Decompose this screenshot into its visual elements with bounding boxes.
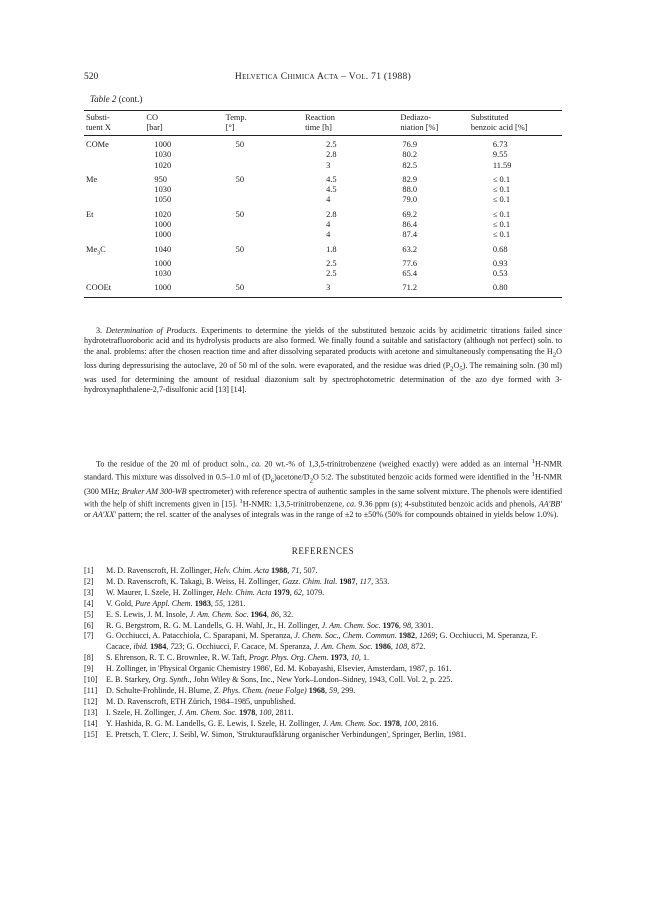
cell-substituent: COOEt [86, 283, 112, 293]
reference-item: [9] H. Zollinger, in 'Physical Organic Chemistry 1986', Ed. M. Kobayashi, Elsevier, Amsterdam, 1987, p. 161. [84, 664, 452, 674]
cell-time: 3 [326, 160, 331, 170]
cell-time: 2.8 [326, 150, 337, 160]
cell-temp: 50 [235, 174, 245, 184]
results-table [84, 110, 562, 298]
cell-co: 1000 [154, 283, 172, 293]
cell-time: 2.5 [326, 258, 337, 268]
cell-dediazoniation: 63.2 [402, 244, 418, 254]
cell-benzoic-acid: 0.68 [492, 244, 508, 254]
cell-dediazoniation: 65.4 [402, 268, 418, 278]
cell-benzoic-acid: ≤ 0.1 [492, 220, 511, 230]
cell-substituent: Me [86, 174, 98, 184]
cell-temp [226, 259, 305, 269]
cell-substituent: COMe [86, 140, 109, 149]
cell-temp [226, 150, 305, 160]
cell-temp: 50 [235, 244, 245, 254]
col-header-substituent: Substi- tuent X [86, 113, 111, 132]
cell-dediazoniation: 88.0 [402, 185, 418, 195]
cell-co: 1030 [154, 185, 172, 195]
reference-item: [5] E. S. Lewis, J. M. Insole, J. Am. Chem. Soc. 1964, 86, 32. [84, 609, 294, 619]
col-header-co: CO [bar] [146, 113, 163, 132]
running-header [84, 72, 562, 86]
cell-benzoic-acid: 11.59 [492, 160, 512, 170]
cell-time: 2.5 [326, 140, 337, 149]
cell-dediazoniation: 87.4 [402, 230, 418, 240]
table-row [84, 259, 562, 269]
cell-temp: 50 [235, 283, 245, 293]
table-row [84, 220, 562, 230]
cell-substituent: Et [86, 209, 94, 219]
paragraph-nmr: To the residue of the 20 ml of product soln., ca. 20 wt.-% of 1,3,5-trinitrobenzene (weighed exactly) were added as an internal $^1$H-NMR standard. This mixture was dissolved in 0.5–1.0 ml of $(D_6)acetone/D_2O$ 5:2. The substituted benzoic acids formed were identified in the $^1$H-NMR (300 MHz; Bruker AM 300-WB spectrometer) with reference spectra of authentic samples in the same solvent mixture. The phenols were identified with the help of shift increments given in [15]. $^1$H-NMR: 1,3,5-trinitrobenzene, ca. 9.36 ppm (s); 4-substituted benzoic acids and phenols, AA′BB′ or AA′XX′ pattern; the rel. scatter of the analyses of integrals was in the range of ±2 to ±50% (50% for compounds obtained in yields below 1.0%). [84, 458, 563, 520]
table-row [84, 161, 562, 171]
table-caption-rest: (cont.) [116, 94, 143, 104]
table-caption-label: Table 2 [90, 94, 117, 104]
cell-substituent [84, 269, 146, 279]
cell-time: 4 [326, 220, 331, 230]
reference-item: [10] E. B. Starkey, Org. Synth., John Wiley & Sons, Inc., New York–London–Sidney, 1943, Coll. Vol. 2, p. 225. [84, 675, 453, 685]
col-header-dediazoniation: Dediazo- niation [%] [400, 113, 439, 132]
cell-benzoic-acid: ≤ 0.1 [492, 174, 511, 184]
reference-item: [7] G. Occhiucci, A. Patacchiola, C. Sparapani, M. Speranza, J. Chem. Soc., Chem. Commun. 1982, 1269; G. Occhiucci, M. Speranza, F. Cacace, ibid. 1984, 723; G. Occhiucci, F. Cacace, M. Speranza, J. Am. Chem. Soc. 1986, 108, 872. [84, 631, 538, 652]
cell-dediazoniation: 71.2 [402, 283, 418, 293]
cell-time: 3 [326, 283, 331, 293]
cell-temp [226, 230, 305, 240]
cell-co: 950 [154, 174, 167, 184]
table-body [84, 136, 562, 298]
reference-item: [8] S. Ehrenson, R. T. C. Brownlee, R. W. Taft, Progr. Phys. Org. Chem. 1973, 10, 1. [84, 653, 370, 663]
cell-benzoic-acid: 0.93 [492, 258, 508, 268]
cell-co: 1040 [154, 244, 172, 254]
cell-substituent [84, 185, 146, 195]
cell-benzoic-acid: ≤ 0.1 [492, 209, 511, 219]
cell-co: 1000 [154, 220, 172, 230]
cell-co: 1030 [154, 268, 172, 278]
reference-item: [4] V. Gold, Pure Appl. Chem. 1983, 55, 1281. [84, 598, 246, 608]
cell-co: 1020 [154, 160, 172, 170]
table-row [84, 171, 562, 185]
table-caption [90, 94, 562, 104]
cell-co: 1030 [154, 150, 172, 160]
cell-co: 1000 [154, 230, 172, 240]
cell-benzoic-acid: 0.80 [492, 283, 508, 293]
cell-benzoic-acid: 0.53 [492, 268, 508, 278]
cell-dediazoniation: 77.6 [402, 258, 418, 268]
reference-item: [2] M. D. Ravenscroft, K. Takagi, B. Weiss, H. Zollinger, Gazz. Chim. Ital. 1987, 117, 353. [84, 576, 390, 586]
table-row [84, 206, 562, 220]
cell-substituent: $Me_3C$ [86, 244, 106, 257]
cell-temp [226, 195, 305, 205]
cell-dediazoniation: 82.5 [402, 160, 418, 170]
reference-item: [13] I. Szele, H. Zollinger, J. Am. Chem. Soc. 1978, 100, 2811. [84, 707, 294, 717]
reference-item: [1] M. D. Ravenscroft, H. Zollinger, Helv. Chim. Acta 1988, 71, 507. [84, 566, 318, 575]
col-header-benzoic-acid: Substituted benzoic acid [%] [470, 113, 528, 132]
cell-benzoic-acid: 6.73 [492, 140, 508, 149]
cell-time: 2.5 [326, 268, 337, 278]
col-header-temp: Temp. [°] [225, 113, 247, 132]
table-row [84, 150, 562, 160]
col-header-time: Reaction time [h] [305, 113, 335, 132]
cell-benzoic-acid: ≤ 0.1 [492, 195, 511, 205]
cell-dediazoniation: 79.0 [402, 195, 418, 205]
journal-title: Helvetica Chimica Acta – Vol. 71 (1988) [234, 72, 412, 82]
cell-co: 1000 [154, 258, 172, 268]
cell-substituent [84, 161, 146, 171]
paragraph-determination: 3. Determination of Products. Experiments to determine the yields of the substituted benzoic acids by acidimetric titrations failed since hydrotetrafluoroboric acid and its hydrolysis products are also formed. We finally found a suitable and satisfactory (although not perfect) soln. to the anal. problems: after the chosen reaction time and after dissolving separated products with acetone and simultaneously compensating the $H_2O$ loss during depressurising the autoclave, 20 of 50 ml of the soln. were evaporated, and the residue was dried $(P_2O_5)$. The remaining soln. (30 ml) was used for determining the amount of residual diazonium salt by spectrophotometric determination of the azo dye formed with 3-hydroxynaphthalene-2,7-disulfonic acid [13] [14]. [84, 326, 563, 394]
table-row [84, 230, 562, 240]
references-list [84, 566, 562, 741]
cell-substituent [84, 195, 146, 205]
cell-dediazoniation: 86.4 [402, 220, 418, 230]
reference-item: [11] D. Schulte-Frohlinde, H. Blume, Z. Phys. Chem. (neue Folge) 1968, 59, 299. [84, 685, 356, 695]
table-row [84, 279, 562, 297]
cell-dediazoniation: 82.9 [402, 174, 418, 184]
reference-item: [12] M. D. Ravenscroft, ETH Zürich, 1984–1985, unpublished. [84, 696, 296, 706]
reference-item: [3] W. Maurer, I. Szele, H. Zollinger, Helv. Chim. Acta 1979, 62, 1079. [84, 587, 325, 597]
cell-substituent [84, 150, 146, 160]
cell-benzoic-acid: ≤ 0.1 [492, 185, 511, 195]
cell-temp: 50 [235, 209, 245, 219]
cell-time: 1.8 [326, 244, 337, 254]
cell-benzoic-acid: 9.55 [492, 150, 508, 160]
cell-time: 4.5 [326, 185, 337, 195]
cell-temp: 50 [235, 140, 245, 149]
cell-time: 4.5 [326, 174, 337, 184]
cell-co: 1020 [154, 209, 172, 219]
reference-item: [15] E. Pretsch, T. Clerc, J. Seibl, W. Simon, 'Strukturaufklärung organischer Verbindungen', Springer, Berlin, 1981. [84, 729, 467, 739]
table-header [84, 111, 562, 136]
cell-time: 4 [326, 195, 331, 205]
cell-dediazoniation: 69.2 [402, 209, 418, 219]
table-row [84, 269, 562, 279]
table-row [84, 185, 562, 195]
table-row [84, 195, 562, 205]
cell-co: 1050 [154, 195, 172, 205]
references-heading: REFERENCES [291, 546, 355, 556]
cell-time: 4 [326, 230, 331, 240]
journal-page [84, 72, 563, 739]
reference-item: [6] R. G. Bergstrom, R. G. M. Landells, G. H. Wahl, Jr., H. Zollinger, J. Am. Chem. Soc. 1976, 98, 3301. [84, 620, 434, 630]
table-row [84, 136, 562, 151]
reference-item: [14] Y. Hashida, R. G. M. Landells, G. E. Lewis, I. Szele, H. Zollinger, J. Am. Chem. Soc. 1978, 100, 2816. [84, 718, 439, 728]
cell-dediazoniation: 80.2 [402, 150, 418, 160]
cell-co: 1000 [154, 140, 172, 149]
cell-temp [226, 269, 305, 279]
page-number: 520 [84, 72, 99, 82]
table-row [84, 241, 562, 259]
cell-temp [226, 185, 305, 195]
cell-dediazoniation: 76.9 [402, 140, 418, 149]
cell-substituent [84, 259, 146, 269]
cell-benzoic-acid: ≤ 0.1 [492, 230, 511, 240]
cell-time: 2.8 [326, 209, 337, 219]
cell-temp [226, 220, 305, 230]
cell-temp [226, 161, 305, 171]
cell-substituent [84, 220, 146, 230]
cell-substituent [84, 230, 146, 240]
